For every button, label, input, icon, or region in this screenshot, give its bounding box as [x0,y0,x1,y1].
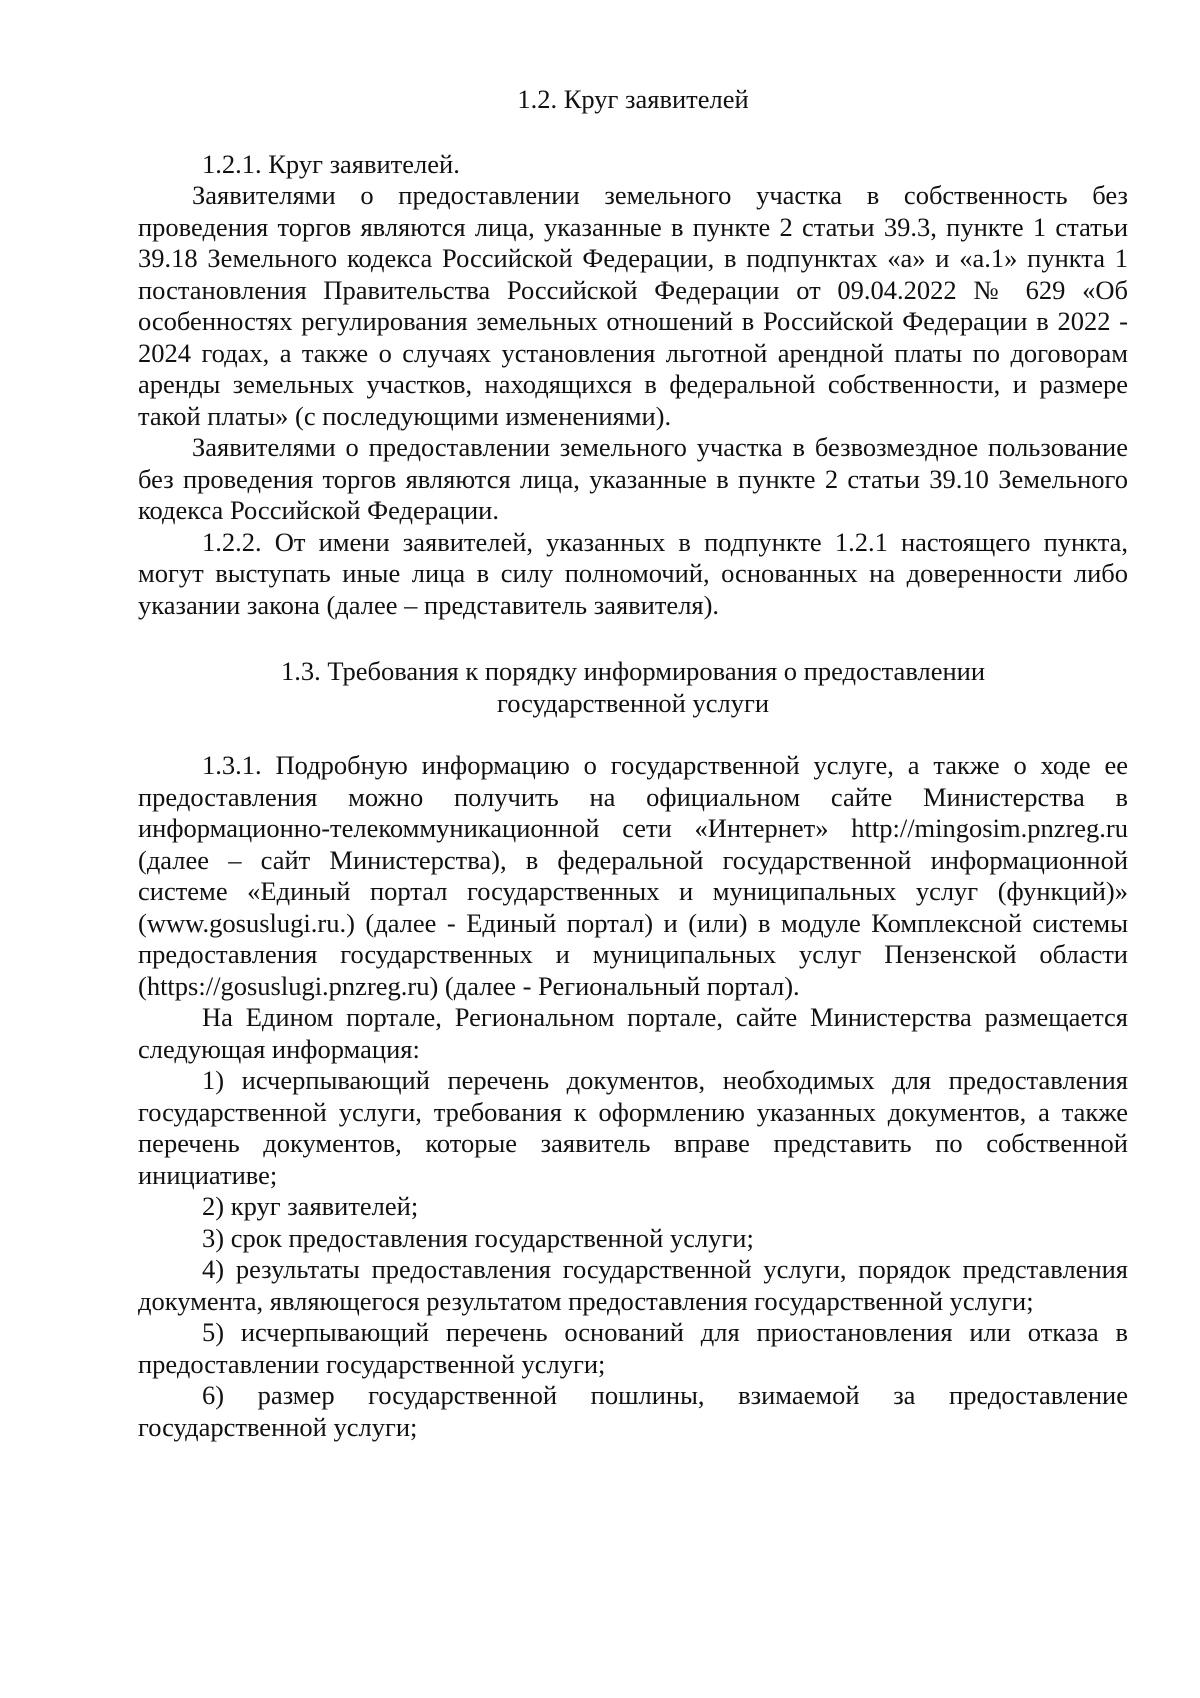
paragraph-info-intro: На Едином портале, Региональном портале, сайте Министерства размещается следующая информация: [138,1002,1128,1064]
paragraph-1-2-2: 1.2.2. От имени заявителей, указанных в подпункте 1.2.1 настоящего пункта, могут выступать иные лица в силу полномочий, основанных на доверенности либо указании закона (далее – представитель заявителя). [138,526,1128,620]
section-heading-1-2: 1.2. Круг заявителей [517,84,749,114]
paragraph-1-2-1-title: 1.2.1. Круг заявителей. [202,148,460,179]
list-item: 3) срок предоставления государственной услуги; [202,1222,754,1253]
section-heading-1-3-line2: государственной услуги [496,687,770,718]
list-item: 1) исчерпывающий перечень документов, необходимых для предоставления государственной услуги, требования к оформлению указанных документов, а также перечень документов, которые заявитель вправе представить по собственной инициативе; [138,1065,1128,1190]
list-item: 6) размер государственной пошлины, взимаемой за предоставление государственной услуги; [138,1380,1128,1442]
section-heading-1-3-line1: 1.3. Требования к порядку информирования о предоставлении [280,656,986,686]
document-page [138,84,1128,1443]
paragraph-1-2-1-gratuitous-use: Заявителями о предоставлении земельного участка в безвозмездное пользование без проведения торгов являются лица, указанные в пункте 2 статьи 39.10 Земельного кодекса Российской Федерации. [138,432,1128,525]
paragraph-1-2-1-owners: Заявителями о предоставлении земельного участка в собственность без проведения торгов являются лица, указанные в пункте 2 статьи 39.3, пункте 1 статьи 39.18 Земельного кодекса Российской Федерации, в подпунктах «а» и «а.1» пункта 1 постановления Правительства Российской Федерации от 09.04.2022 № 629 «Об особенностях регулирования земельных отношений в Российской Федерации в 2022 - 2024 годах, а также о случаях установления льготной арендной платы по договорам аренды земельных участков, находящихся в федеральной собственности, и размере такой платы» (с последующими изменениями). [138,180,1128,431]
list-item: 2) круг заявителей; [202,1191,419,1221]
list-item: 4) результаты предоставления государственной услуги, порядок представления документа, являющегося результатом предоставления государственной услуги; [138,1254,1128,1316]
list-item: 5) исчерпывающий перечень оснований для приостановления или отказа в предоставлении государственной услуги; [138,1317,1128,1379]
paragraph-1-3-1: 1.3.1. Подробную информацию о государственной услуге, а также о ходе ее предоставления можно получить на официальном сайте Министерства в информационно-телекоммуникационной сети «Интернет» http://mingosim.pnzreg.ru (далее – сайт Министерства), в федеральной государственной информационной системе «Единый портал государственных и муниципальных услуг (функций)» (www.gosuslugi.ru.) (далее - Единый портал) и (или) в модуле Комплексной системы предоставления государственных и муниципальных услуг Пензенской области (https://gosuslugi.pnzreg.ru) (далее - Региональный портал). [138,750,1128,1001]
